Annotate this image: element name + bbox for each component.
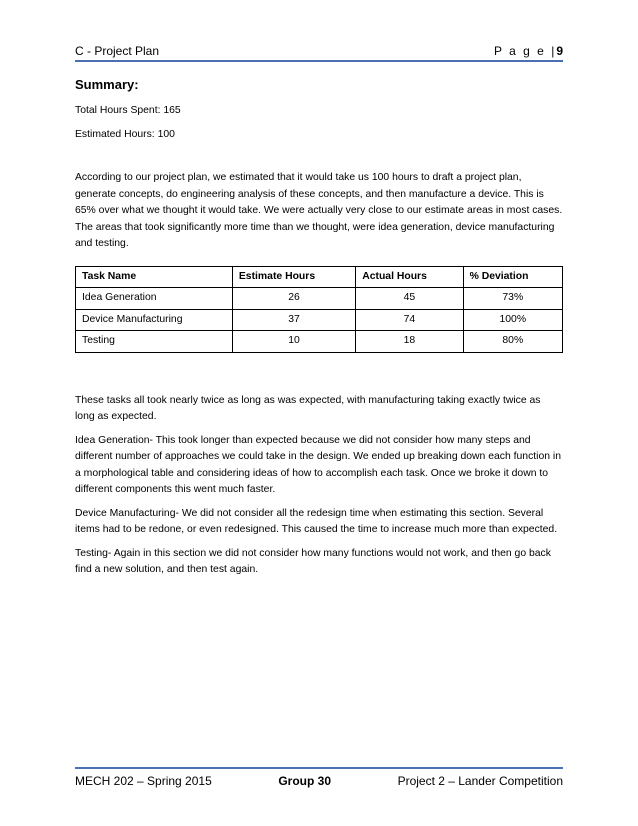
header-title: C - Project Plan — [75, 44, 160, 58]
col-actual-hours: Actual Hours — [356, 266, 463, 288]
actual-hours: 45 — [356, 288, 463, 310]
summary-heading: Summary: — [75, 77, 139, 92]
estimate-hours: 37 — [232, 309, 355, 331]
estimate-hours: 26 — [232, 288, 355, 310]
task-name: Idea Generation — [76, 288, 233, 310]
page-label: P a g e — [494, 44, 546, 58]
actual-hours: 74 — [356, 309, 463, 331]
body-paragraph-2: Idea Generation- This took longer than expected because we did not consider how many steps and different number of approaches we could take in the design. We ended up breaking down each function in a morphological table and considering ideas of how to accomplish each task. Once we broke it down to different components this went much faster. — [75, 434, 561, 495]
deviation: 73% — [463, 288, 562, 310]
table-header-row — [76, 266, 563, 288]
page-footer — [75, 772, 563, 790]
table-row — [76, 309, 563, 331]
estimate-hours: 10 — [232, 331, 355, 353]
footer-course: MECH 202 – Spring 2015 — [75, 774, 212, 788]
task-name: Testing — [76, 331, 233, 353]
footer-project: Project 2 – Lander Competition — [397, 774, 563, 788]
footer-group: Group 30 — [278, 774, 331, 788]
deviation: 80% — [463, 331, 562, 353]
deviation: 100% — [463, 309, 562, 331]
estimated-hours: Estimated Hours: 100 — [75, 128, 175, 140]
body-paragraph-1: These tasks all took nearly twice as long as was expected, with manufacturing taking exactly twice as long as expected. — [75, 394, 541, 422]
hours-table — [75, 266, 563, 353]
col-task-name: Task Name — [76, 266, 233, 288]
task-name: Device Manufacturing — [76, 309, 233, 331]
page-indicator — [494, 44, 563, 58]
actual-hours: 18 — [356, 331, 463, 353]
header-rule — [75, 60, 563, 62]
col-deviation: % Deviation — [463, 266, 562, 288]
total-hours: Total Hours Spent: 165 — [75, 105, 181, 116]
page-number: 9 — [556, 44, 563, 58]
summary-paragraph: According to our project plan, we estimated that it would take us 100 hours to draft a project plan, generate concepts, do engineering analysis of these concepts, and then manufacture a device. This is 65% over what we thought it would take. We were actually very close to our estimate areas in most cases. The areas that took significantly more time than we thought, were idea generation, device manufacturing and testing. — [75, 172, 563, 249]
col-estimate-hours: Estimate Hours — [232, 266, 355, 288]
page-header — [75, 36, 563, 58]
table-row — [76, 288, 563, 310]
body-paragraph-4: Testing- Again in this section we did not consider how many functions would not work, and then go back find a new solution, and then test again. — [75, 547, 551, 575]
page-content — [75, 76, 563, 586]
page-separator: | — [551, 44, 557, 58]
table-row — [76, 331, 563, 353]
footer-rule — [75, 767, 563, 769]
body-paragraph-3: Device Manufacturing- We did not consider all the redesign time when estimating this section. Several items had to be redone, or even redesigned. This caused the time to increase much more than expected. — [75, 507, 558, 535]
